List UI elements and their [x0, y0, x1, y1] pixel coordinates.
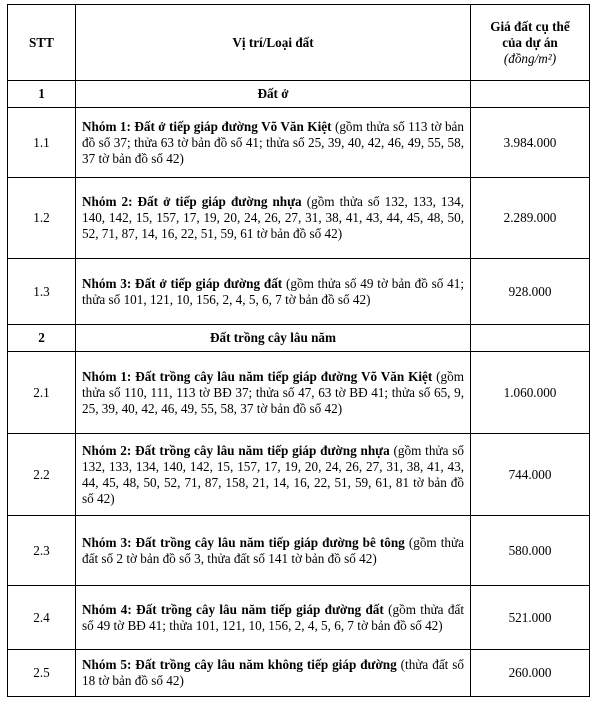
row-description [76, 178, 471, 259]
row-detail: (gồm thửa số 132, 133, 134, 140, 142, 15, 157, 17, 19, 20, 24, 26, 27, 31, 38, 41, 43, 44, 45, 48, 50, 52, 71, 87, 158, 21, 14, 16, 22, 51, 59, 61, 81 tờ bản đồ số 42) [82, 442, 464, 506]
row-group-name: Nhóm 3: Đất trồng cây lâu năm tiếp giáp đường bê tông [82, 534, 405, 550]
row-group-name: Nhóm 1: Đất ở tiếp giáp đường Võ Văn Kiệt [82, 118, 332, 134]
row-stt: 2.2 [8, 434, 76, 516]
row-stt: 2.4 [8, 586, 76, 650]
row-group-name: Nhóm 1: Đất trồng cây lâu năm tiếp giáp đường Võ Văn Kiệt [82, 368, 433, 384]
row-description [76, 650, 471, 697]
row-detail: (gồm thửa số 113 tờ bản đồ số 37; thửa 63 tờ bản đồ số 41; thửa số 25, 39, 40, 42, 46, 49, 55, 58, 37 tờ bản đồ số 42) [82, 118, 464, 166]
row-price: 521.000 [471, 586, 590, 650]
section-stt: 1 [8, 81, 76, 108]
row-detail: (gồm thửa số 132, 133, 134, 140, 142, 15, 157, 17, 19, 20, 24, 26, 27, 31, 38, 41, 43, 44, 45, 48, 50, 52, 71, 87, 14, 16, 22, 51, 59, 61 tờ bản đồ số 42) [82, 194, 464, 241]
row-stt: 1.2 [8, 178, 76, 259]
row-stt: 1.3 [8, 259, 76, 325]
header-price-line1: Giá đất cụ thể [490, 18, 570, 34]
header-row [8, 5, 590, 81]
header-stt: STT [8, 5, 76, 81]
row-price: 260.000 [471, 650, 590, 697]
row-price: 3.984.000 [471, 108, 590, 178]
row-group-name: Nhóm 2: Đất trồng cây lâu năm tiếp giáp đường nhựa [82, 442, 390, 458]
row-description [76, 259, 471, 325]
row-detail: (gồm thửa đất số 2 tờ bản đồ số 3, thửa đất số 141 tờ bản đồ số 42) [82, 534, 464, 566]
row-detail: (gồm thửa số 49 tờ bản đồ số 41; thửa số 101, 121, 10, 156, 2, 4, 5, 6, 7 tờ bản đồ số 42) [82, 275, 464, 307]
section-price-empty [471, 325, 590, 352]
table-row [8, 586, 590, 650]
table-row [8, 516, 590, 586]
row-group-name: Nhóm 5: Đất trồng cây lâu năm không tiếp giáp đường [82, 657, 397, 672]
table-row [8, 434, 590, 516]
row-stt: 2.3 [8, 516, 76, 586]
row-description [76, 516, 471, 586]
row-description [76, 352, 471, 434]
table-row [8, 650, 590, 697]
row-group-name: Nhóm 2: Đất ở tiếp giáp đường nhựa [82, 194, 302, 209]
table-row [8, 352, 590, 434]
section-row-dat-o [8, 81, 590, 108]
row-group-name: Nhóm 3: Đất ở tiếp giáp đường đất [82, 275, 283, 291]
row-group-name: Nhóm 4: Đất trồng cây lâu năm tiếp giáp đường đất [82, 601, 384, 617]
table-row [8, 108, 590, 178]
header-price-unit: (đồng/m²) [503, 50, 557, 66]
section-title: Đất trồng cây lâu năm [76, 325, 471, 352]
section-price-empty [471, 81, 590, 108]
header-price [471, 5, 590, 81]
section-title: Đất ở [76, 81, 471, 108]
row-price: 928.000 [471, 259, 590, 325]
row-description [76, 108, 471, 178]
row-price: 580.000 [471, 516, 590, 586]
header-location: Vị trí/Loại đất [76, 5, 471, 81]
row-stt: 1.1 [8, 108, 76, 178]
section-row-dat-trong-cay-lau-nam [8, 325, 590, 352]
section-stt: 2 [8, 325, 76, 352]
table-row [8, 259, 590, 325]
row-price: 1.060.000 [471, 352, 590, 434]
row-price: 2.289.000 [471, 178, 590, 259]
row-detail: (gồm thửa đất số 49 tờ BĐ 41; thửa 101, 121, 10, 156, 2, 4, 5, 6, 7 tờ bản đồ số 42) [82, 601, 464, 633]
row-description [76, 586, 471, 650]
header-price-line2: của dự án [502, 34, 558, 50]
land-price-table [7, 4, 590, 697]
row-stt: 2.1 [8, 352, 76, 434]
row-stt: 2.5 [8, 650, 76, 697]
row-detail: (gồm thửa số 110, 111, 113 tờ BĐ 37; thửa số 47, 63 tờ BĐ 41; thửa số 65, 9, 25, 39, 40, 42, 46, 49, 55, 58, 37 tờ bản đồ số 42) [82, 368, 464, 416]
table-row [8, 178, 590, 259]
row-detail: (thửa đất số 18 tờ bản đồ số 42) [82, 657, 464, 688]
row-price: 744.000 [471, 434, 590, 516]
row-description [76, 434, 471, 516]
